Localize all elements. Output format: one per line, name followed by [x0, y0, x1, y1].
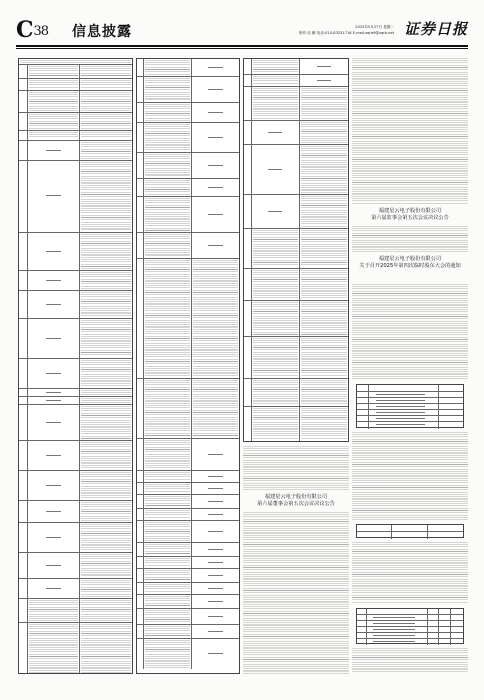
col4 — [352, 58, 468, 674]
proposal-table-2 — [356, 524, 464, 538]
notice-title-supervisory — [352, 208, 468, 222]
page-number — [16, 18, 48, 44]
editor-line: 制作:吴 鹏 电话:010-83251716 E-mail:zqrb9@zqrb.net — [298, 31, 394, 35]
text-block — [243, 446, 349, 490]
notice-title-meeting — [352, 256, 468, 270]
page-letter: C — [16, 17, 33, 43]
text-block — [352, 542, 468, 604]
col3 — [243, 58, 349, 674]
amendment-table-col2 — [136, 58, 240, 674]
notice-heading: 第六届监事会第五次会议决议公告 — [371, 215, 449, 221]
notice-heading: 第六届董事会第五次会议决议公告 — [257, 501, 335, 507]
section-title: 信息披露 — [72, 24, 132, 40]
notice-company: 福建星云电子股份有限公司 — [378, 208, 442, 214]
header-rule-thin — [16, 48, 468, 49]
page-header — [16, 18, 468, 44]
text-block — [352, 648, 468, 672]
header-rule-thick — [16, 45, 468, 47]
text-block — [243, 512, 349, 674]
notice-title-board — [243, 494, 349, 508]
proposal-table-1 — [356, 384, 464, 428]
notice-heading: 关于召开2025年第四次临时股东大会的通知 — [359, 263, 461, 269]
text-block — [352, 284, 468, 380]
text-block — [352, 432, 468, 520]
notice-company: 福建星云电子股份有限公司 — [264, 494, 328, 500]
amendment-table-col1 — [18, 58, 133, 674]
date-line: 2025年5月27日 星期二 — [355, 25, 394, 29]
notice-company: 福建星云电子股份有限公司 — [378, 256, 442, 262]
text-block — [352, 226, 468, 252]
proxy-vote-table — [356, 608, 464, 644]
brand-logo: 证券日报 — [403, 20, 468, 38]
amendment-table-col3 — [243, 58, 349, 442]
text-block — [352, 58, 468, 204]
page-number-digits: 38 — [33, 24, 49, 39]
header-meta — [284, 24, 394, 36]
